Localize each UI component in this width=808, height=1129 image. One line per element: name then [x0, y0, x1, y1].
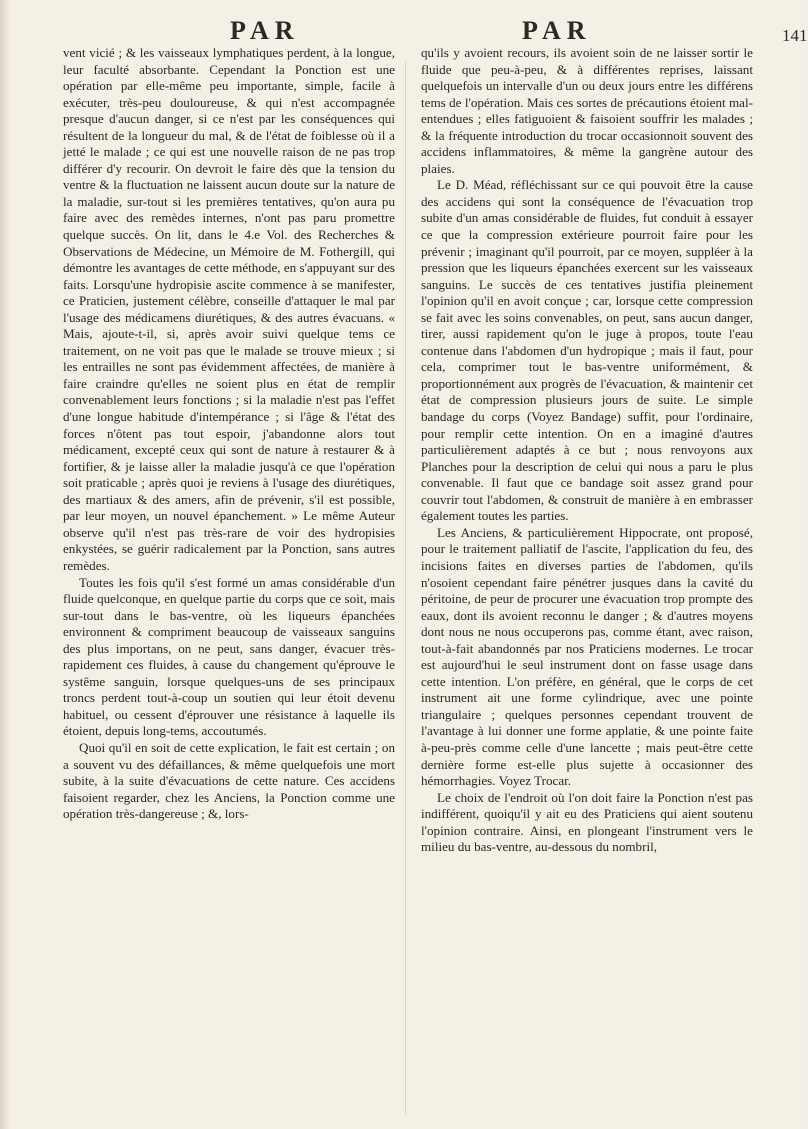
- page-binding-shadow: [0, 0, 10, 1129]
- paragraph: Les Anciens, & particulièrement Hippocrate, ont proposé, pour le traitement palliatif de l'ascite, l'application du feu, des incisions faites en diverses parties de l'abdomen, qu'ils n'osoient cependant faire pénétrer jusques dans la cavité du péritoine, de peur de procurer une évacuation trop prompte des eaux, dont ils avoient reconnu le danger ; & d'autres moyens dont nous ne nous occuperons pas, comme étant, avec raison, tout-à-fait abandonnés par nos Praticiens modernes. Le trocar est aujourd'hui le seul instrument dont on fasse usage dans cette intention. L'on préfère, en général, que le corps de cet instrument ait une forme cylindrique, avec une pointe triangulaire ; quelques personnes cependant trouvent de l'avantage à lui donner une forme applatie, & une pointe faite à-peu-près comme celle d'une lancette ; mais peut-être cette dernière forme est-elle plus sujette à occasionner des hémorrhagies. Voyez Trocar.: [421, 524, 753, 789]
- right-column: [421, 45, 753, 856]
- left-running-head: PAR: [230, 16, 300, 45]
- paragraph: Le D. Méad, réfléchissant sur ce qui pouvoit être la cause des accidens qui sont la conséquence de l'évacuation trop subite d'un amas considérable de fluides, fut conduit à essayer ce que la compression extérieure pourroit faire pour les prévenir ; imaginant qu'il pourroit, par ce moyen, suppléer à la pression que les liqueurs épanchées exercent sur les vaisseaux sanguins. Le succès de ces tentatives justifia pleinement l'opinion qu'il en avoit conçue ; car, lorsque cette compression se fait avec les soins convenables, on peut, sans aucun danger, tirer, aussi rapidement qu'on le juge à propos, toute l'eau contenue dans l'abdomen d'un hydropique ; mais il faut, pour cela, comprimer tout le bas-ventre uniformément, & proportionnément aux progrès de l'évacuation, & maintenir cet état de compression plusieurs jours de suite. Le simple bandage du corps (Voyez Bandage) suffit, pour l'ordinaire, pour remplir cette intention. On en a imaginé d'autres particulièrement adaptés à ce but ; nous renvoyons aux Planches pour la description de celui qui nous a paru le plus convenable. Il faut que ce bandage soit assez grand pour couvrir tout l'abdomen, & construit de manière à en embrasser également toutes les parties.: [421, 177, 753, 524]
- column-divider: [405, 62, 406, 1114]
- paragraph: vent vicié ; & les vaisseaux lymphatiques perdent, à la longue, leur faculté absorbante. Cependant la Ponction est une opération par elle-même peu importante, simple, facile à exécuter, très-peu douloureuse, & qui n'est accompagnée presque d'aucun danger, si ce n'est par les conséquences qui résultent de la longueur du mal, & de l'état de foiblesse où il a jetté le malade ; ce qui est une nouvelle raison de ne pas trop différer d'y recourir. On devroit le faire dès que la tension du ventre & la fluctuation ne laissent aucun doute sur la nature de la maladie, sur-tout si les premières tentatives, qu'on aura pu faire avec des remèdes internes, n'ont pas paru promettre quelque succès. On lit, dans le 4.e Vol. des Recherches & Observations de Médecine, un Mémoire de M. Fothergill, qui démontre les avantages de cette méthode, en s'appuyant sur des faits. Lorsqu'une hydropisie ascite commence à se manifester, ce Praticien, justement célèbre, conseille d'attaquer le mal par l'usage des médicamens diurétiques, & des autres évacuans. « Mais, ajoute-t-il, si, après avoir suivi quelque tems ce traitement, on ne voit pas que le malade se trouve mieux ; si les entrailles ne sont pas évidemment affectées, de manière à faire craindre qu'elles ne soient plus en état de remplir convenablement leurs fonctions ; si la maladie n'est pas l'effet d'une longue habitude d'intempérance ; si l'âge & l'état des forces n'ôtent pas tout espoir, j'abandonne alors tout médicament, excepté ceux qui sont de nature à restaurer & à fortifier, & je laisse aller la maladie jusqu'à ce que l'opération soit praticable ; après quoi je reviens à l'usage des diurétiques, des martiaux & des amers, afin de prévenir, s'il est possible, par leur moyen, un nouvel épanchement. » Le même Auteur observe qu'il n'est pas très-rare de voir des hydropisies enkystées, se guérir radicalement par la Ponction, sans autres remèdes.: [63, 45, 395, 573]
- paragraph: Le choix de l'endroit où l'on doit faire la Ponction n'est pas indifférent, quoiqu'il y ait eu des Praticiens qui aient soutenu l'opinion contraire. Ainsi, en plongeant l'instrument vers le milieu du bas-ventre, au-dessous du nombril,: [421, 789, 753, 855]
- page-number: 141: [782, 26, 808, 45]
- left-column: [63, 45, 395, 823]
- paragraph: Toutes les fois qu'il s'est formé un amas considérable d'un fluide quelconque, en quelque partie du corps que ce soit, mais sur-tout dans le bas-ventre, où les liqueurs épanchées environnent & compriment beaucoup de vaisseaux sanguins des plus importans, on ne peut, sans danger, évacuer très-rapidement ces fluides, à cause du changement qu'éprouve le systême sanguin, lorsque quelques-uns de ses principaux troncs perdent tout-à-coup un soutien qui leur étoit devenu habituel, ou cessent d'éprouver une résistance à laquelle ils étoient, depuis long-tems, accoutumés.: [63, 574, 395, 739]
- paragraph: Quoi qu'il en soit de cette explication, le fait est certain ; on a souvent vu des défaillances, & même quelquefois une mort subite, à la suite d'évacuations de cette nature. Ces accidens faisoient regarder, chez les Anciens, la Ponction comme une opération très-dangereuse ; &, lors-: [63, 739, 395, 822]
- right-running-head: PAR: [522, 16, 592, 45]
- paragraph: qu'ils y avoient recours, ils avoient soin de ne laisser sortir le fluide que peu-à-peu, & à différentes reprises, laissant quelquefois un intervalle d'un ou deux jours entre les différens tems de l'opération. Mais ces sortes de précautions étoient mal-entendues ; elles fatiguoient & faisoient souffrir les malades ; & la fréquente introduction du trocar occasionnoit souvent des accidens inflammatoires, & même la gangrène autour des plaies.: [421, 45, 753, 176]
- page-header: [60, 12, 808, 48]
